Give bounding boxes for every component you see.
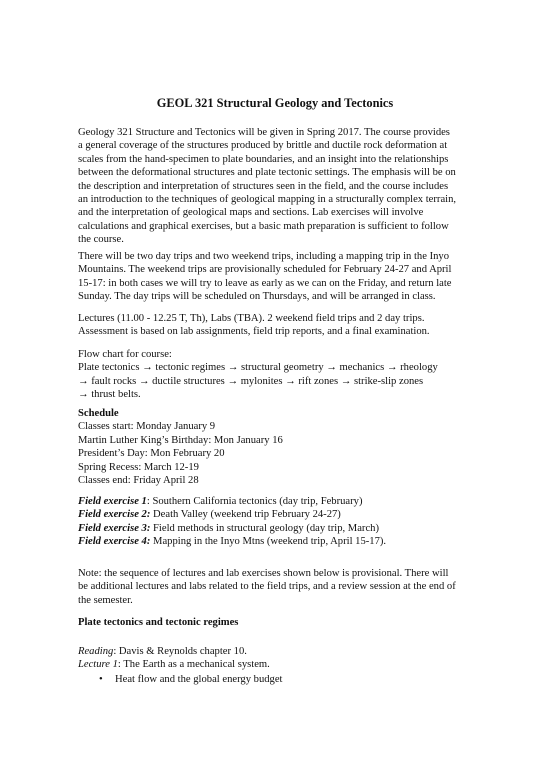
flow-chart-paragraph — [78, 348, 476, 402]
note-line: the semester. — [78, 594, 133, 606]
intro-line: between the deformational structures and plate tectonic settings. The emphasis will be on — [78, 167, 456, 179]
reading-text: : Davis & Reynolds chapter 10. — [113, 646, 247, 657]
intro-line: a general coverage of the structures produced by brittle and ductile rock deformation at — [78, 140, 448, 152]
flow-line: → fault rocks → ductile structures → mylonites → rift zones → strike-slip zones — [78, 375, 424, 387]
intro-line: scales from the hand-specimen to plate boundaries, and an insight into the relationships — [78, 153, 449, 165]
lecture-bullet — [99, 673, 283, 686]
field-exercise-text: Field methods in structural geology (day trip, March) — [153, 522, 379, 534]
flow-line: → thrust belts. — [78, 389, 141, 401]
lecture-text: : The Earth as a mechanical system. — [117, 659, 270, 671]
schedule-item: Spring Recess: March 12-19 — [78, 461, 199, 473]
schedule-item: Martin Luther King’s Birthday: Mon January 16 — [78, 434, 283, 446]
trips-line: 15-17: in both cases we will try to leave as early as we can on the Friday, and return late — [78, 277, 452, 289]
intro-paragraph — [78, 126, 476, 247]
field-exercise-text: Death Valley (weekend trip February 24-27) — [153, 509, 341, 521]
intro-line: and the interpretation of geological maps and sections. Lab exercises will involve — [78, 207, 424, 219]
field-exercise-text: Southern California tectonics (day trip, February) — [152, 496, 363, 507]
trips-line: Sunday. The day trips will be scheduled on Thursdays, and will be arranged in class. — [78, 291, 436, 303]
field-exercise-label: Field exercise 2: — [78, 509, 151, 521]
intro-line: Geology 321 Structure and Tectonics will be given in Spring 2017. The course provides — [78, 127, 450, 138]
section-title: Plate tectonics and tectonic regimes — [78, 617, 239, 628]
field-exercises-list — [78, 495, 476, 549]
document-title: GEOL 321 Structural Geology and Tectonics — [156, 96, 394, 110]
lecture-label: Lecture 1 — [78, 659, 118, 671]
field-trips-paragraph — [78, 250, 476, 304]
lecture-line — [78, 658, 476, 671]
lectures-paragraph — [78, 312, 476, 339]
field-exercise-item — [78, 522, 476, 535]
bullet-icon: • — [99, 674, 103, 685]
note-line: Note: the sequence of lectures and lab exercises shown below is provisional. There will — [78, 568, 449, 579]
field-exercise-label: Field exercise 3: — [78, 522, 151, 534]
field-exercise-label: Field exercise 4: — [78, 536, 151, 548]
flow-line: Plate tectonics → tectonic regimes → structural geometry → mechanics → rheology — [78, 362, 438, 374]
trips-line: There will be two day trips and two weekend trips, including a mapping trip in the Inyo — [78, 251, 449, 262]
reading-and-lecture — [78, 645, 476, 672]
bullet-text: Heat flow and the global energy budget — [115, 674, 283, 685]
field-exercise-item — [78, 495, 476, 508]
intro-line: the course. — [78, 234, 124, 246]
field-exercise-item — [78, 508, 476, 521]
schedule-section — [78, 407, 476, 487]
reading-label: Reading — [78, 646, 114, 657]
reading-line — [78, 645, 476, 658]
lectures-line: Assessment is based on lab assignments, field trip reports, and a final examination. — [78, 326, 430, 338]
schedule-item: Classes start: Monday January 9 — [78, 421, 216, 433]
intro-line: an introduction to the techniques of geological mapping in a structurally complex terrain, — [78, 194, 457, 206]
intro-line: calculations and graphical exercises, but a basic math preparation is sufficient to follow — [78, 220, 449, 232]
field-exercise-text: Mapping in the Inyo Mtns (weekend trip, April 15-17). — [153, 536, 387, 548]
field-exercise-item — [78, 535, 476, 548]
schedule-item: Classes end: Friday April 28 — [78, 475, 199, 487]
note-line: be additional lectures and labs related to the field trips, and a review session at the end of — [78, 581, 456, 593]
intro-line: the description and interpretation of structures seen in the field, and the course includes — [78, 180, 449, 192]
section-heading — [78, 616, 476, 629]
schedule-heading: Schedule — [78, 408, 119, 419]
field-exercise-separator: : — [146, 496, 153, 507]
flow-line: Flow chart for course: — [78, 349, 172, 360]
schedule-item: President’s Day: Mon February 20 — [78, 448, 225, 460]
note-paragraph — [78, 567, 476, 607]
field-exercise-label: Field exercise 1 — [78, 496, 147, 507]
trips-line: Mountains. The weekend trips are provisionally scheduled for February 24-27 and April — [78, 264, 452, 276]
lectures-line: Lectures (11.00 - 12.25 T, Th), Labs (TBA). 2 weekend field trips and 2 day trips. — [78, 313, 425, 324]
